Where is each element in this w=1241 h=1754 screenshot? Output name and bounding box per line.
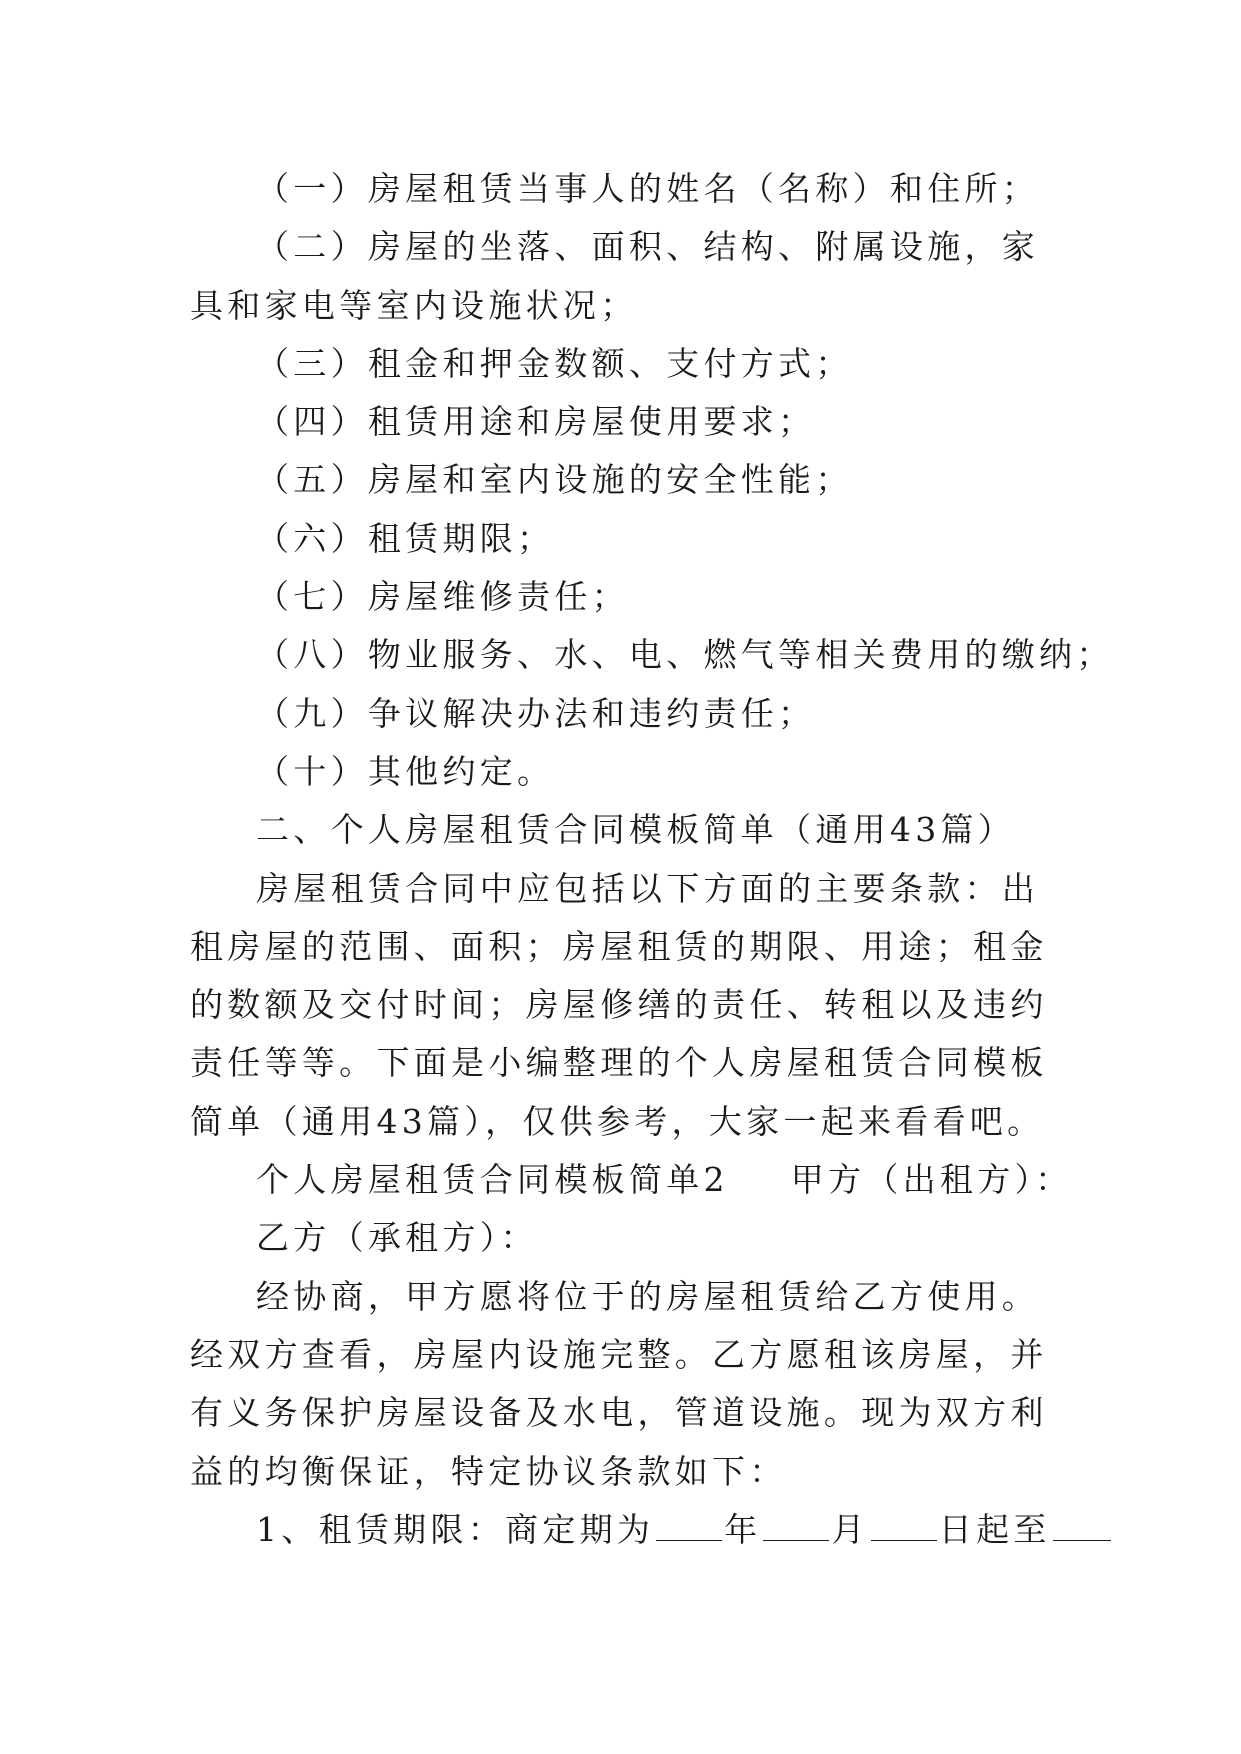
list-item: （五）房屋和室内设施的安全性能； (256, 460, 853, 500)
agreement-paragraph: 经协商，甲方愿将位于的房屋租赁给乙方使用。经双方查看，房屋内设施完整。乙方愿租该房屋，并有义务保护房屋设备及水电，管道设施。现为双方利益的均衡保证，特定协议条款如下： (190, 1276, 1048, 1491)
list-item: （七）房屋维修责任； (256, 577, 629, 617)
term-day-to-label: 日起至 (938, 1509, 1051, 1549)
term-clause (190, 1501, 1052, 1559)
list-item: （十）其他约定。 (256, 751, 555, 791)
year-blank[interactable] (656, 1510, 722, 1541)
list-item: （二）房屋的坐落、面积、结构、附属设施，家具和家电等室内设施状况； (190, 227, 1040, 325)
term-clause-prefix: 1、租赁期限：商定期为 (256, 1509, 655, 1549)
list-item: （六）租赁期限； (256, 518, 555, 558)
intro-paragraph: 房屋租赁合同中应包括以下方面的主要条款：出租房屋的范围、面积；房屋租赁的期限、用途；租金的数额及交付时间；房屋修缮的责任、转租以及违约责任等等。下面是小编整理的个人房屋租赁合同模板简单（通用43篇），仅供参考，大家一起来看看吧。 (190, 868, 1048, 1141)
term-month-label: 月 (831, 1509, 869, 1549)
list-item: （八）物业服务、水、电、燃气等相关费用的缴纳； (256, 635, 1114, 675)
term-year-label: 年 (724, 1509, 762, 1549)
section-heading: 二、个人房屋租赁合同模板简单（通用43篇） (256, 810, 1016, 850)
list-item: （一）房屋租赁当事人的姓名（名称）和住所； (256, 169, 1040, 208)
list-item: （九）争议解决办法和违约责任； (256, 693, 816, 733)
party-a-label: 甲方（出租方）： (790, 1160, 1073, 1200)
party-b-label: 乙方（承租方）： (256, 1218, 538, 1258)
list-item: （三）租金和押金数额、支付方式； (256, 343, 853, 383)
contract-title: 个人房屋租赁合同模板简单2 (256, 1160, 729, 1200)
contract-title-line (190, 1151, 1073, 1209)
list-item: （四）租赁用途和房屋使用要求； (256, 402, 816, 442)
month-blank[interactable] (763, 1510, 829, 1541)
end-date-blank[interactable] (1053, 1510, 1111, 1541)
document-body (190, 160, 1114, 1559)
day-blank[interactable] (871, 1510, 937, 1541)
